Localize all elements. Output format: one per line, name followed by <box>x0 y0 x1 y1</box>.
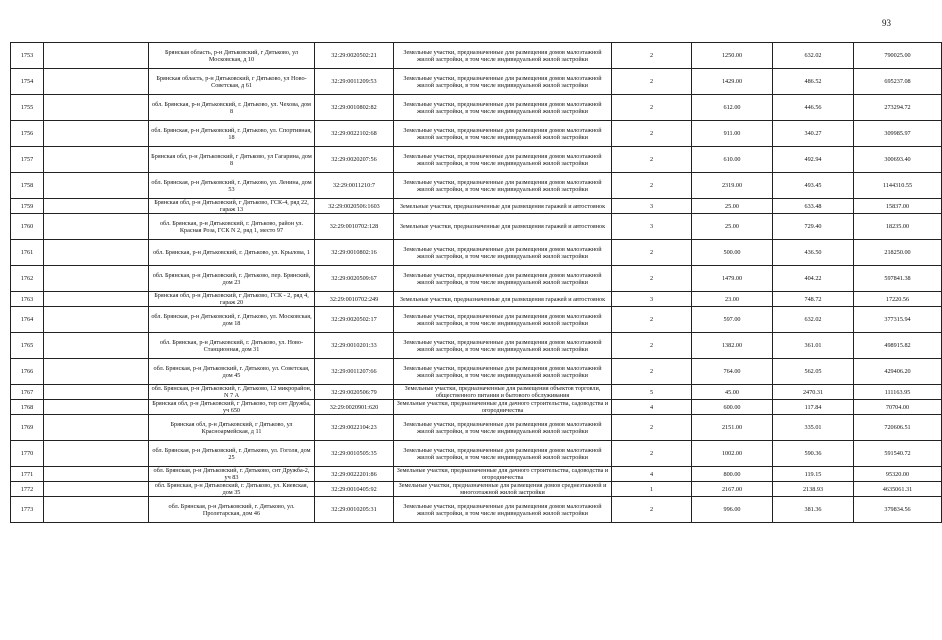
area-cell: 800.00 <box>692 467 773 482</box>
area-cell: 2167.00 <box>692 482 773 497</box>
cadastral-value-cell: 4635061.31 <box>854 482 942 497</box>
row-number-cell: 1763 <box>11 292 44 307</box>
address-cell: обл. Брянская, р-н Дятьковский, г. Дятьково, ул. Ленина, дом 53 <box>149 173 315 199</box>
cadastral-number-cell: 32:29:0010205:31 <box>315 497 394 523</box>
cadastral-number-cell: 32:29:0011210:7 <box>315 173 394 199</box>
row-number-cell: 1772 <box>11 482 44 497</box>
land-use-cell: Земельные участки, предназначенные для размещения домов среднеэтажной и многоэтажной жилой застройки <box>394 482 612 497</box>
land-use-cell: Земельные участки, предназначенные для размещения домов малоэтажной жилой застройки, в том числе индивидуальной жилой застройки <box>394 266 612 292</box>
row-number-cell: 1771 <box>11 467 44 482</box>
empty-cell <box>44 359 149 385</box>
cadastral-number-cell: 32:29:0010802:16 <box>315 240 394 266</box>
category-cell: 2 <box>612 121 692 147</box>
land-use-cell: Земельные участки, предназначенные для размещения домов малоэтажной жилой застройки, в том числе индивидуальной жилой застройки <box>394 441 612 467</box>
row-number-cell: 1760 <box>11 214 44 240</box>
row-number-cell: 1769 <box>11 415 44 441</box>
area-cell: 612.00 <box>692 95 773 121</box>
cadastral-value-cell: 720606.51 <box>854 415 942 441</box>
cadastral-number-cell: 32:29:0011207:66 <box>315 359 394 385</box>
table-row <box>11 69 942 95</box>
cadastral-value-cell: 309985.97 <box>854 121 942 147</box>
address-cell: обл. Брянская, р-н Дятьковский, г. Дятьково, ул. Чехова, дом 8 <box>149 95 315 121</box>
cadastral-value-cell: 377315.94 <box>854 307 942 333</box>
area-cell: 610.00 <box>692 147 773 173</box>
land-use-cell: Земельные участки, предназначенные для размещения домов малоэтажной жилой застройки, в том числе индивидуальной жилой застройки <box>394 359 612 385</box>
empty-cell <box>44 441 149 467</box>
unit-value-cell: 729.40 <box>773 214 854 240</box>
empty-cell <box>44 173 149 199</box>
cadastral-value-cell: 218250.00 <box>854 240 942 266</box>
cadastral-value-cell: 429406.20 <box>854 359 942 385</box>
address-cell: обл. Брянская, р-н Дятьковский, г. Дятьково, ул. Крылова, 1 <box>149 240 315 266</box>
table-row <box>11 292 942 307</box>
address-cell: обл. Брянская, р-н Дятьковский, г. Дятьково, ул. Спортивная, 18 <box>149 121 315 147</box>
address-cell: Брянская обл, р-н Дятьковский, г Дятьково, ГСК-4, ряд 22, гараж 13 <box>149 199 315 214</box>
address-cell: обл. Брянская, р-н Дятьковский, г. Дятьково, пер. Брянский, дом 23 <box>149 266 315 292</box>
unit-value-cell: 117.84 <box>773 400 854 415</box>
row-number-cell: 1754 <box>11 69 44 95</box>
land-use-cell: Земельные участки, предназначенные для размещения домов малоэтажной жилой застройки, в том числе индивидуальной жилой застройки <box>394 95 612 121</box>
cadastral-value-cell: 17220.56 <box>854 292 942 307</box>
unit-value-cell: 748.72 <box>773 292 854 307</box>
cadastral-value-cell: 18235.00 <box>854 214 942 240</box>
area-cell: 500.00 <box>692 240 773 266</box>
row-number-cell: 1770 <box>11 441 44 467</box>
cadastral-value-cell: 300693.40 <box>854 147 942 173</box>
area-cell: 25.00 <box>692 199 773 214</box>
category-cell: 4 <box>612 400 692 415</box>
unit-value-cell: 632.02 <box>773 43 854 69</box>
land-use-cell: Земельные участки, предназначенные для размещения гаражей и автостоянок <box>394 199 612 214</box>
row-number-cell: 1762 <box>11 266 44 292</box>
cadastral-value-cell: 1144310.55 <box>854 173 942 199</box>
row-number-cell: 1764 <box>11 307 44 333</box>
empty-cell <box>44 333 149 359</box>
row-number-cell: 1767 <box>11 385 44 400</box>
unit-value-cell: 633.48 <box>773 199 854 214</box>
table-row <box>11 95 942 121</box>
table-row <box>11 385 942 400</box>
category-cell: 2 <box>612 333 692 359</box>
address-cell: обл. Брянская, р-н Дятьковский, г. Дятьково, ул. Московская, дом 18 <box>149 307 315 333</box>
cadastral-number-cell: 32:29:0010405:92 <box>315 482 394 497</box>
cadastral-number-cell: 32:29:0010802:82 <box>315 95 394 121</box>
cadastral-number-cell: 32:29:0022102:68 <box>315 121 394 147</box>
area-cell: 996.00 <box>692 497 773 523</box>
cadastral-number-cell: 32:29:0022201:86 <box>315 467 394 482</box>
unit-value-cell: 404.22 <box>773 266 854 292</box>
registry-table-body <box>11 43 942 523</box>
category-cell: 2 <box>612 497 692 523</box>
cadastral-number-cell: 32:29:0011209:53 <box>315 69 394 95</box>
cadastral-value-cell: 591540.72 <box>854 441 942 467</box>
category-cell: 1 <box>612 482 692 497</box>
cadastral-number-cell: 32:29:0020506:1603 <box>315 199 394 214</box>
empty-cell <box>44 95 149 121</box>
land-registry-table <box>10 42 942 523</box>
empty-cell <box>44 307 149 333</box>
land-use-cell: Земельные участки, предназначенные для размещения домов малоэтажной жилой застройки, в том числе индивидуальной жилой застройки <box>394 43 612 69</box>
unit-value-cell: 361.01 <box>773 333 854 359</box>
address-cell: обл. Брянская, р-н Дятьковский, г. Дятьково, ул. Советская, дом 45 <box>149 359 315 385</box>
area-cell: 764.00 <box>692 359 773 385</box>
category-cell: 3 <box>612 292 692 307</box>
land-use-cell: Земельные участки, предназначенные для размещения домов малоэтажной жилой застройки, в том числе индивидуальной жилой застройки <box>394 173 612 199</box>
category-cell: 2 <box>612 240 692 266</box>
empty-cell <box>44 147 149 173</box>
table-row <box>11 266 942 292</box>
land-use-cell: Земельные участки, предназначенные для размещения домов малоэтажной жилой застройки, в том числе индивидуальной жилой застройки <box>394 240 612 266</box>
row-number-cell: 1765 <box>11 333 44 359</box>
area-cell: 1250.00 <box>692 43 773 69</box>
cadastral-value-cell: 695237.08 <box>854 69 942 95</box>
page-number: 93 <box>882 18 891 28</box>
cadastral-number-cell: 32:29:0020901:620 <box>315 400 394 415</box>
table-row <box>11 199 942 214</box>
empty-cell <box>44 400 149 415</box>
address-cell: Брянская обл, р-н Дятьковский, г Дятьково, тер снт Дружба, уч 650 <box>149 400 315 415</box>
address-cell: обл. Брянская, р-н Дятьковский, г. Дятьково, ул. Гоголя, дом 25 <box>149 441 315 467</box>
empty-cell <box>44 266 149 292</box>
table-row <box>11 121 942 147</box>
address-cell: обл. Брянская, р-н Дятьковский, г. Дятьково, 12 микрорайон, N 7 А <box>149 385 315 400</box>
table-row <box>11 333 942 359</box>
category-cell: 3 <box>612 199 692 214</box>
area-cell: 600.00 <box>692 400 773 415</box>
unit-value-cell: 632.02 <box>773 307 854 333</box>
address-cell: Брянская обл, р-н Дятьковский, г Дятьково, ул Гагарина, дом 8 <box>149 147 315 173</box>
address-cell: обл. Брянская, р-н Дятьковский, г. Дятьково, район ул. Красная Роза, ГСК N 2, ряд 1, место 97 <box>149 214 315 240</box>
unit-value-cell: 2138.93 <box>773 482 854 497</box>
unit-value-cell: 2470.31 <box>773 385 854 400</box>
cadastral-number-cell: 32:29:0020207:56 <box>315 147 394 173</box>
area-cell: 25.00 <box>692 214 773 240</box>
address-cell: Брянская обл, р-н Дятьковский, г Дятьково, ГСК - 2, ряд 4, гараж 20 <box>149 292 315 307</box>
unit-value-cell: 493.45 <box>773 173 854 199</box>
table-row <box>11 307 942 333</box>
category-cell: 2 <box>612 95 692 121</box>
cadastral-value-cell: 70704.00 <box>854 400 942 415</box>
empty-cell <box>44 467 149 482</box>
area-cell: 2319.00 <box>692 173 773 199</box>
land-use-cell: Земельные участки, предназначенные для размещения домов малоэтажной жилой застройки, в том числе индивидуальной жилой застройки <box>394 147 612 173</box>
land-use-cell: Земельные участки, предназначенные для дачного строительства, садоводства и огородничества <box>394 400 612 415</box>
category-cell: 2 <box>612 441 692 467</box>
row-number-cell: 1761 <box>11 240 44 266</box>
table-row <box>11 482 942 497</box>
table-row <box>11 400 942 415</box>
unit-value-cell: 335.01 <box>773 415 854 441</box>
address-cell: обл. Брянская, р-н Дятьковский, г. Дятьково, ул. Пролетарская, дом 46 <box>149 497 315 523</box>
area-cell: 1002.00 <box>692 441 773 467</box>
table-row <box>11 497 942 523</box>
address-cell: Брянская область, р-н Дятьковский, г Дятьково, ул Московская, д 10 <box>149 43 315 69</box>
empty-cell <box>44 240 149 266</box>
empty-cell <box>44 385 149 400</box>
land-use-cell: Земельные участки, предназначенные для размещения домов малоэтажной жилой застройки, в том числе индивидуальной жилой застройки <box>394 121 612 147</box>
row-number-cell: 1753 <box>11 43 44 69</box>
cadastral-number-cell: 32:29:0010702:249 <box>315 292 394 307</box>
unit-value-cell: 340.27 <box>773 121 854 147</box>
empty-cell <box>44 214 149 240</box>
cadastral-value-cell: 498915.82 <box>854 333 942 359</box>
category-cell: 2 <box>612 307 692 333</box>
table-row <box>11 415 942 441</box>
area-cell: 1479.00 <box>692 266 773 292</box>
row-number-cell: 1759 <box>11 199 44 214</box>
empty-cell <box>44 415 149 441</box>
area-cell: 2151.00 <box>692 415 773 441</box>
area-cell: 911.00 <box>692 121 773 147</box>
unit-value-cell: 492.94 <box>773 147 854 173</box>
land-use-cell: Земельные участки, предназначенные для размещения домов малоэтажной жилой застройки, в том числе индивидуальной жилой застройки <box>394 415 612 441</box>
category-cell: 2 <box>612 147 692 173</box>
row-number-cell: 1757 <box>11 147 44 173</box>
area-cell: 23.00 <box>692 292 773 307</box>
cadastral-value-cell: 790025.00 <box>854 43 942 69</box>
unit-value-cell: 486.52 <box>773 69 854 95</box>
category-cell: 2 <box>612 43 692 69</box>
empty-cell <box>44 121 149 147</box>
empty-cell <box>44 482 149 497</box>
unit-value-cell: 562.05 <box>773 359 854 385</box>
table-row <box>11 214 942 240</box>
category-cell: 2 <box>612 173 692 199</box>
land-use-cell: Земельные участки, предназначенные для размещения домов малоэтажной жилой застройки, в том числе индивидуальной жилой застройки <box>394 307 612 333</box>
empty-cell <box>44 292 149 307</box>
cadastral-number-cell: 32:29:0010505:35 <box>315 441 394 467</box>
cadastral-value-cell: 95320.00 <box>854 467 942 482</box>
land-use-cell: Земельные участки, предназначенные для размещения объектов торговли, общественного питания и бытового обслуживания <box>394 385 612 400</box>
address-cell: Брянская обл, р-н Дятьковский, г Дятьково, ул Красноармейская, д 11 <box>149 415 315 441</box>
empty-cell <box>44 69 149 95</box>
table-row <box>11 441 942 467</box>
area-cell: 45.00 <box>692 385 773 400</box>
table-row <box>11 173 942 199</box>
category-cell: 2 <box>612 359 692 385</box>
land-use-cell: Земельные участки, предназначенные для размещения домов малоэтажной жилой застройки, в том числе индивидуальной жилой застройки <box>394 69 612 95</box>
cadastral-number-cell: 32:29:0020502:21 <box>315 43 394 69</box>
cadastral-number-cell: 32:29:0010201:33 <box>315 333 394 359</box>
cadastral-value-cell: 111163.95 <box>854 385 942 400</box>
cadastral-number-cell: 32:29:0020506:79 <box>315 385 394 400</box>
land-use-cell: Земельные участки, предназначенные для дачного строительства, садоводства и огородничества <box>394 467 612 482</box>
table-row <box>11 43 942 69</box>
cadastral-number-cell: 32:29:0022104:23 <box>315 415 394 441</box>
empty-cell <box>44 497 149 523</box>
cadastral-value-cell: 597841.38 <box>854 266 942 292</box>
cadastral-value-cell: 379834.56 <box>854 497 942 523</box>
land-use-cell: Земельные участки, предназначенные для размещения домов малоэтажной жилой застройки, в том числе индивидуальной жилой застройки <box>394 497 612 523</box>
unit-value-cell: 590.36 <box>773 441 854 467</box>
address-cell: обл. Брянская, р-н Дятьковский, г. Дятьково, ул. Ново-Станционная, дом 31 <box>149 333 315 359</box>
row-number-cell: 1755 <box>11 95 44 121</box>
unit-value-cell: 119.15 <box>773 467 854 482</box>
area-cell: 1382.00 <box>692 333 773 359</box>
row-number-cell: 1766 <box>11 359 44 385</box>
cadastral-value-cell: 273294.72 <box>854 95 942 121</box>
table-row <box>11 147 942 173</box>
row-number-cell: 1773 <box>11 497 44 523</box>
cadastral-number-cell: 32:29:0020509:67 <box>315 266 394 292</box>
land-use-cell: Земельные участки, предназначенные для размещения гаражей и автостоянок <box>394 292 612 307</box>
category-cell: 3 <box>612 214 692 240</box>
table-row <box>11 359 942 385</box>
category-cell: 2 <box>612 415 692 441</box>
unit-value-cell: 436.50 <box>773 240 854 266</box>
address-cell: обл. Брянская, р-н Дятьковский, г. Дятьково, ул. Киевская, дом 35 <box>149 482 315 497</box>
row-number-cell: 1756 <box>11 121 44 147</box>
table-row <box>11 240 942 266</box>
empty-cell <box>44 199 149 214</box>
empty-cell <box>44 43 149 69</box>
category-cell: 2 <box>612 266 692 292</box>
row-number-cell: 1768 <box>11 400 44 415</box>
category-cell: 2 <box>612 69 692 95</box>
land-use-cell: Земельные участки, предназначенные для размещения гаражей и автостоянок <box>394 214 612 240</box>
land-use-cell: Земельные участки, предназначенные для размещения домов малоэтажной жилой застройки, в том числе индивидуальной жилой застройки <box>394 333 612 359</box>
area-cell: 597.00 <box>692 307 773 333</box>
row-number-cell: 1758 <box>11 173 44 199</box>
address-cell: обл. Брянская, р-н Дятьковский, г. Дятьково, снт Дружба-2, уч 83 <box>149 467 315 482</box>
address-cell: Брянская область, р-н Дятьковский, г Дятьково, ул Ново-Советская, д 61 <box>149 69 315 95</box>
cadastral-number-cell: 32:29:0010702:128 <box>315 214 394 240</box>
table-row <box>11 467 942 482</box>
cadastral-number-cell: 32:29:0020502:17 <box>315 307 394 333</box>
category-cell: 5 <box>612 385 692 400</box>
unit-value-cell: 381.36 <box>773 497 854 523</box>
area-cell: 1429.00 <box>692 69 773 95</box>
category-cell: 4 <box>612 467 692 482</box>
cadastral-value-cell: 15837.00 <box>854 199 942 214</box>
unit-value-cell: 446.56 <box>773 95 854 121</box>
